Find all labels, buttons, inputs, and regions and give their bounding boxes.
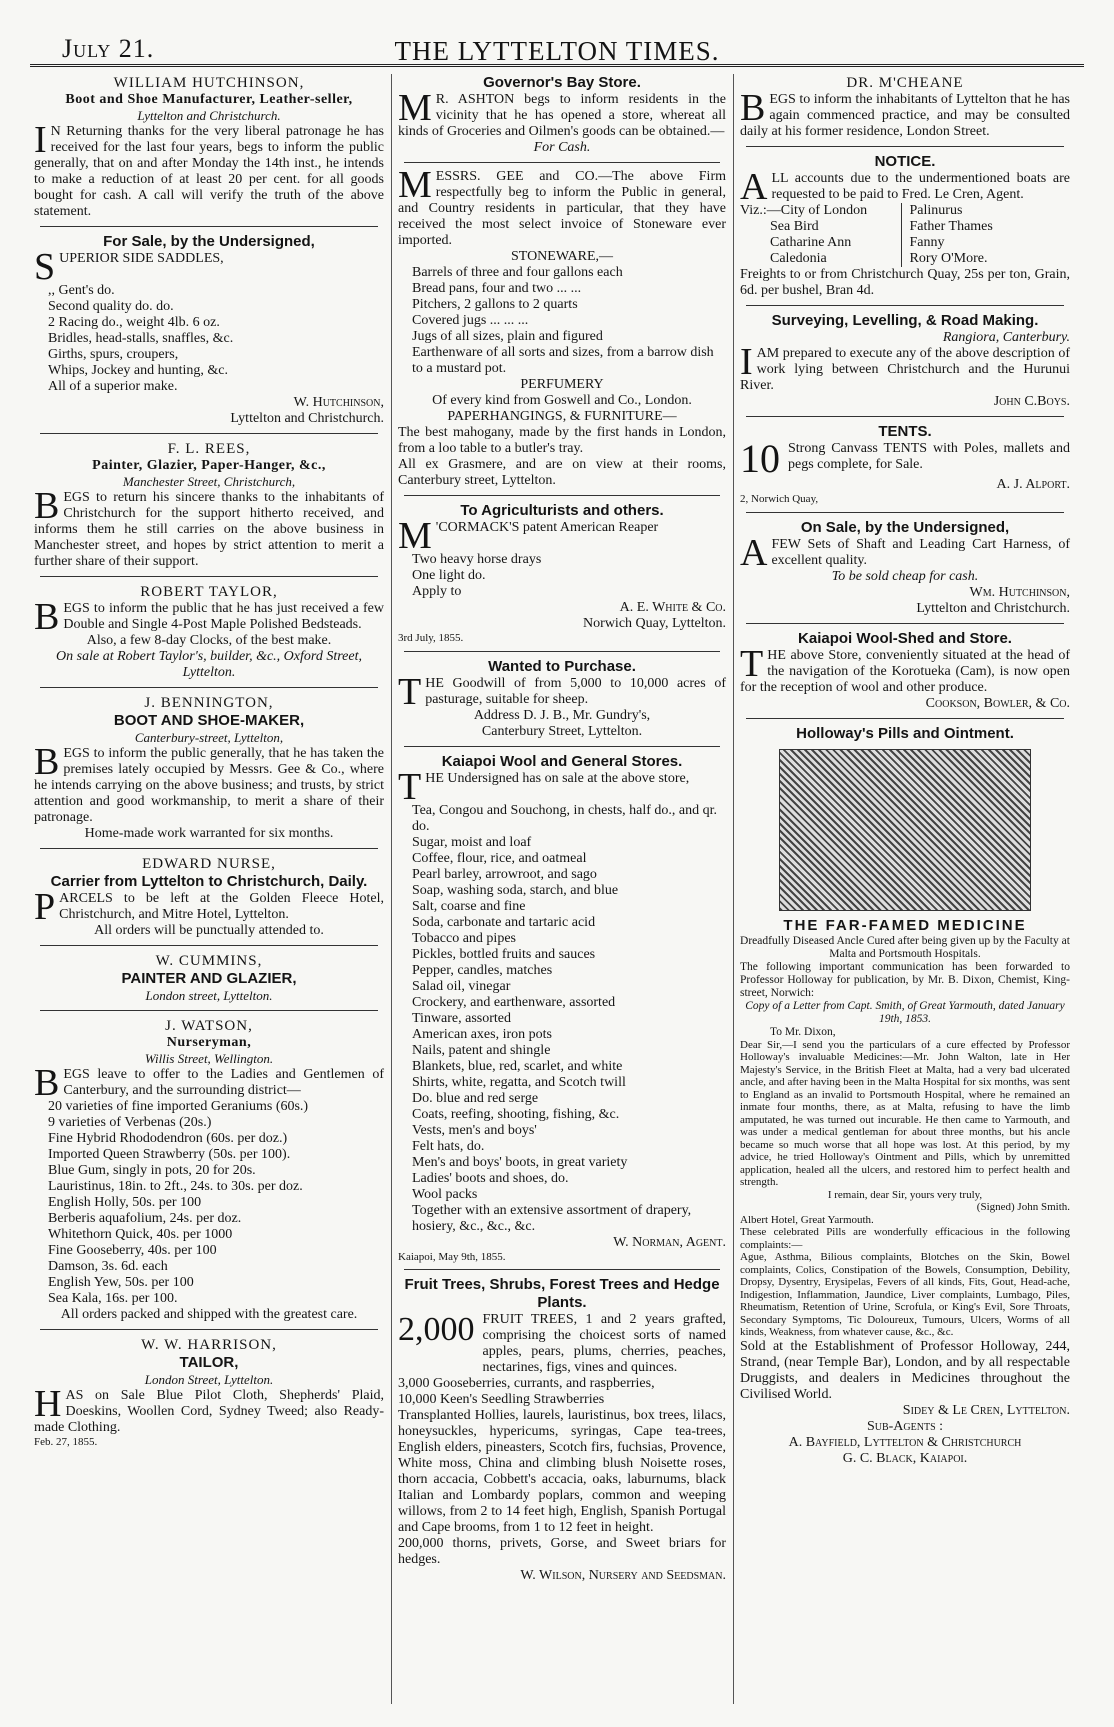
ad-text: R. ASHTON begs to inform residents in the vicinity that he has opened a store, whereat all kinds of Groceries and Oilmen's goods can be obtained.— [398,92,726,139]
column-2 [398,74,726,1588]
list-item: Shirts, white, regatta, and Scotch twill [412,1074,626,1090]
drop-cap: B [34,485,60,527]
boat-list [740,203,1070,267]
drop-cap: M [398,164,432,206]
ad-text: Also, a few 8-day Clocks, of the best make. [86,633,332,648]
divider [746,146,1064,147]
ad-body [34,596,384,638]
ad-date: 3rd July, 1855. [398,632,464,644]
list-item: Tinware, assorted [412,1010,512,1026]
divider [404,162,720,163]
list-item: ,, Gent's do. [48,283,115,298]
ad-text: ARCELS to be left at the Golden Fleece Hotel, Christchurch, and Mitre Hotel, Lyttelton. [59,891,384,922]
ad-body [398,87,726,140]
ad-text: To Mr. Dixon, [770,1025,836,1038]
ad-watson [34,1017,384,1323]
ad-heading: To Agriculturists and others. [460,502,664,519]
ad-heading: Kaiapoi Wool and General Stores. [441,752,683,770]
list-item: Viz.:—City of London [740,203,868,218]
list-item: Sea Kala, 16s. per 100. [48,1291,178,1306]
ad-text: 10,000 Keen's Seedling Strawberries [398,1392,605,1407]
ad-body [740,87,1070,140]
ad-heading: Fruit Trees, Shrubs, Forest Trees and Hedge Plants. [404,1276,720,1311]
list-item: Blankets, blue, red, scarlet, and white [412,1058,623,1074]
list-item: Crockery, and earthenware, assorted [412,994,616,1010]
ad-heading: WILLIAM HUTCHINSON, [113,75,305,91]
ad-text: 200,000 thorns, privets, Gorse, and Sweet briars for hedges. [398,1536,726,1567]
ad-signature: Sidey & Le Cren, Lyttelton. [902,1402,1070,1418]
list-item: Bridles, head-stalls, snaffles, &c. [48,331,234,346]
ad-heading: TENTS. [878,423,932,440]
drop-cap: B [34,741,60,783]
ad-body [398,765,726,808]
drop-cap: T [398,765,422,808]
ad-kaiapoi-stores [398,753,726,1264]
ad-heading: F. L. REES, [167,441,251,457]
divider [40,226,378,227]
ad-text: All ex Grasmere, and are on view at their rooms, Canterbury street, Lyttelton. [398,457,726,488]
list-item: Pepper, candles, matches [412,962,553,978]
ad-surveying [740,312,1070,410]
list-item: Fine Gooseberry, 40s. per 100 [48,1243,217,1258]
list-item: Rory O'More. [909,251,988,266]
ad-nurse [34,855,384,939]
list-item: Salt, coarse and fine [412,898,526,914]
divider [40,848,378,849]
list-item: Father Thames [909,219,993,234]
ad-body [740,642,1070,696]
large-number: 2,000 [398,1311,475,1348]
column-3 [740,74,1070,1471]
drop-cap: M [398,87,432,129]
list-item: Catharine Ann [770,235,852,250]
list-item: Men's and boys' boots, in great variety [412,1154,628,1170]
drop-cap: M [398,515,432,557]
ad-body [34,485,384,570]
ad-text: A. Bayfield, Lyttelton & Christchurch [788,1434,1022,1450]
list-item: Jugs of all sizes, plain and figured [412,329,603,344]
ad-cummins [34,952,384,1004]
ad-heading: On Sale, by the Undersigned, [800,518,1010,536]
ad-heading: NOTICE. [874,153,936,170]
list-item: Together with an extensive assortment of drapery, hosiery, &c., &c., &c. [412,1202,692,1234]
drop-cap: S [34,246,56,288]
engraving-illustration [779,749,1031,911]
ad-body [740,531,1070,574]
ad-signature-place: Lyttelton and Christchurch. [230,411,384,426]
ad-subheading: STONEWARE,— [510,249,614,264]
ad-location: Willis Street, Wellington. [144,1051,274,1066]
list-item: One light do. [412,568,486,583]
ad-text: Home-made work warranted for six months. [84,826,334,841]
drop-cap: P [34,886,56,928]
list-item: Sea Bird [770,219,819,234]
large-number: 10 [740,436,780,481]
list-item: Coats, reefing, shooting, fishing, &c. [412,1106,620,1122]
ad-notice [740,153,1070,299]
ad-text: Sold at the Establishment of Professor Holloway, 244, Strand, (near Temple Bar), London, and by all respectable Druggists, and dealers in Medicines throughout the Civilised World. [740,1338,1070,1402]
list-item: Fine Hybrid Rhododendron (60s. per doz.) [48,1131,288,1146]
ad-heading: Wanted to Purchase. [488,657,636,675]
ad-heading: Governor's Bay Store. [483,74,641,91]
divider [40,433,378,434]
list-item: Two heavy horse drays [412,552,542,567]
ad-text: These celebrated Pills are wonderfully efficacious in the following complaints:— [740,1226,1070,1251]
ad-text: 'CORMACK'S patent American Reaper [435,520,659,535]
ad-date: Feb. 27, 1855. [34,1436,98,1448]
list-item: Tobacco and pipes [412,930,516,946]
ad-text: Canterbury Street, Lyttelton. [481,723,643,739]
divider [404,746,720,747]
list-item: Tea, Congou and Souchong, in chests, half do., and qr. do. [412,802,718,834]
ad-governors-bay [398,74,726,156]
list-item: Girths, spurs, croupers, [48,347,179,362]
ad-rees [34,440,384,570]
ad-heading: Kaiapoi Wool-Shed and Store. [798,629,1012,647]
list-item: Whips, Jockey and hunting, &c. [48,363,229,378]
list-item: Imported Queen Strawberry (50s. per 100). [48,1147,291,1162]
ad-subheading: THE FAR-FAMED MEDICINE [783,916,1027,934]
ad-address: 2, Norwich Quay, [740,493,819,505]
ad-text: To be sold cheap for cash. [831,568,979,584]
ad-wool-shed [740,630,1070,712]
ad-harrison [34,1336,384,1449]
column-rule [733,74,734,1704]
ad-mcheane [740,74,1070,140]
divider [40,1329,378,1330]
list-item: Bread pans, four and two ... ... [412,281,582,296]
ad-text: FRUIT TREES, 1 and 2 years grafted, comprising the choicest sorts of named apples, pears, plums, cherries, peaches, nectarines, figs, vines and quinces. [482,1312,726,1375]
list-item: Damson, 3s. 6d. each [48,1259,168,1274]
ad-text: The following important communication has been forwarded to Professor Holloway for publication, by Mr. B. Dixon, Chemist, King-street, Norwich: [740,960,1070,999]
ad-hutchinson [34,74,384,220]
divider [40,576,378,577]
ad-body [34,1062,384,1104]
ad-text: EGS leave to offer to the Ladies and Gentlemen of Canterbury, and the surrounding district— [63,1067,384,1098]
ad-text: LL accounts due to the undermentioned boats are requested to be paid to Fred. Le Cren, Agent. [771,171,1070,202]
ad-text: HE above Store, conveniently situated at the head of the navigation of the Korotueka (Cam), is now open for the reception of wool and other produce. [740,647,1070,695]
ad-saddles [34,233,384,427]
list-item: 2 Racing do., weight 4lb. 6 oz. [48,315,220,330]
ad-body [398,515,726,557]
ad-subheading: PERFUMERY [520,377,604,392]
ad-location: London Street, Lyttelton. [144,1372,274,1387]
ad-subheading: Sub-Agents : [866,1418,944,1434]
list-item: American axes, iron pots [412,1026,552,1042]
list-item: Pitchers, 2 gallons to 2 quarts [412,297,578,312]
ad-location: Manchester Street, Christchurch, [122,474,296,489]
ad-location: London street, Lyttelton. [145,988,273,1003]
ad-body [740,166,1070,208]
ad-wanted [398,658,726,740]
drop-cap: B [34,596,60,638]
ad-text: FEW Sets of Shaft and Leading Cart Harness, of excellent quality. [771,536,1070,568]
ad-text: On sale at Robert Taylor's, builder, &c., Oxford Street, Lyttelton. [56,649,362,680]
ad-fruit-trees [398,1276,726,1584]
drop-cap: I [34,119,47,161]
ad-signature: (Signed) John Smith. [976,1201,1070,1213]
ad-location: Lyttelton and Christchurch. [137,108,281,123]
ad-signature: Wm. Hutchinson, [969,584,1070,600]
ad-body [740,341,1070,394]
ad-text: Address D. J. B., Mr. Gundry's, [473,707,651,723]
ad-heading: Surveying, Levelling, & Road Making. [771,312,1039,329]
list-item: Berberis aquafolium, 24s. per doz. [48,1211,242,1226]
ad-text: All orders packed and shipped with the greatest care. [60,1307,358,1322]
ad-heading: J. WATSON, [165,1018,253,1034]
list-item: Felt hats, do. [412,1138,485,1154]
divider [404,495,720,496]
list-item: 20 varieties of fine imported Geraniums (60s.) [48,1099,309,1114]
divider [40,1010,378,1011]
ad-text: HE Goodwill of from 5,000 to 10,000 acres of pasturage, suitable for sheep. [425,675,726,707]
ad-signature-place: Lyttelton and Christchurch. [916,600,1070,616]
drop-cap: A [740,166,768,208]
ad-subheading: Boot and Shoe Manufacturer, Leather-seller, [65,92,353,107]
ad-text: For Cash. [533,140,591,155]
list-item: Vests, men's and boys' [412,1122,537,1138]
list-item: Earthenware of all sorts and sizes, from a barrow dish to a mustard pot. [412,345,714,376]
list-item: Ladies' boots and shoes, do. [412,1170,569,1186]
ad-text: Freights to or from Christchurch Quay, 25s per ton, Grain, 6d. per bushel, Bran 4d. [740,267,1070,298]
divider [746,512,1064,513]
ad-body [34,886,384,928]
ad-location: Rangiora, Canterbury. [942,330,1070,345]
divider [746,305,1064,306]
ad-heading: W. CUMMINS, [155,953,263,969]
ad-agriculturists [398,502,726,645]
ad-heading: Holloway's Pills and Ointment. [796,724,1014,742]
ad-text: Transplanted Hollies, laurels, lauristinus, box trees, lilacs, honeysuckles, hypericums, syringas, Cape tea-trees, English elders, pineasters, Scotch firs, fuchsias, Provence, White moss, China and climbing blush Noisette roses, thorn accacia, Cobbett's accacia, oaks, laburnums, black Italian and Lombardy poplars, common and weeping willows, from 2 to 14 feet high, English, Spanish Portugal and Cape brooms, from 1 to 12 feet in height. [398,1408,726,1535]
divider [746,623,1064,624]
drop-cap: I [740,341,753,383]
list-item: Wool packs [412,1186,478,1202]
ad-body [34,1383,384,1436]
list-item: Lauristinus, 18in. to 2ft., 24s. to 30s. per doz. [48,1179,303,1194]
masthead [30,30,1084,67]
list-item: Palinurus [909,203,963,218]
ad-subheading: PAPERHANGINGS, & FURNITURE— [447,409,677,424]
list-item: Pickles, bottled fruits and sauces [412,946,596,962]
divider [746,718,1064,719]
ad-text: EGS to inform the public generally, that he has taken the premises lately occupied by Messrs. Gee & Co., where he intends carrying on the above business; and trusts, by strict attention and good workmanship, to merit a share of their patronage. [34,746,384,825]
ad-text: Of every kind from Goswell and Co., London. [432,393,692,408]
list-item: Second quality do. do. [48,299,174,314]
ad-heading: J. BENNINGTON, [144,695,274,711]
list-item: Whitethorn Quick, 40s. per 1000 [48,1227,233,1242]
ad-location: Canterbury-street, Lyttelton, [134,730,284,745]
column-1 [34,74,384,1453]
ad-text: Albert Hotel, Great Yarmouth. [740,1213,874,1226]
list-item: Fanny [909,235,945,250]
ad-signature: Cookson, Bowler, & Co. [925,695,1070,711]
list-item: Nails, patent and shingle [412,1042,551,1058]
drop-cap: T [740,642,764,685]
ad-text: 3,000 Gooseberries, currants, and raspberries, [398,1376,655,1391]
ad-text: N Returning thanks for the very liberal patronage he has received for the last four years, begs to inform the public generally, that on and after Monday the 14th inst., he intends to make a reduction of at least 20 per cent. for all goods bought for cash. A call will verify the truth of the above statement. [34,124,384,219]
ad-body [398,670,726,713]
column-rule [391,74,392,1704]
list-item: 9 varieties of Verbenas (20s.) [48,1115,212,1130]
ad-text: EGS to inform the public that he has just received a few Double and Single 4-Post Maple Polished Bedsteads. [63,601,384,632]
ad-signature: W. Norman, Agent. [613,1234,726,1250]
ad-text: EGS to inform the inhabitants of Lyttelton that he has again commenced practice, and may be consulted daily at his former residence, London Street. [740,92,1070,139]
ad-subheading: BOOT AND SHOE-MAKER, [113,712,305,729]
ad-signature: A. E. White & Co. [619,600,726,615]
ad-text: The best mahogany, made by the first hands in London, from a loo table to a butler's tray. [398,425,726,456]
ad-body [34,741,384,826]
list-item: Pearl barley, arrowroot, and sago [412,866,597,882]
ad-subheading: Painter, Glazier, Paper-Hanger, &c., [92,458,326,473]
ad-heading: DR. M'CHEANE [846,75,964,91]
list-item: Caledonia [770,251,827,266]
divider [40,687,378,688]
list-item: English Yew, 50s. per 100 [48,1275,194,1290]
ad-date: Kaiapoi, May 9th, 1855. [398,1250,506,1263]
ad-text: Copy of a Letter from Capt. Smith, of Great Yarmouth, dated January 19th, 1853. [745,999,1065,1025]
list-item: Coffee, flour, rice, and oatmeal [412,850,587,866]
ad-signature: A. J. Alport. [996,477,1070,492]
list-item: Blue Gum, singly in pots, 20 for 20s. [48,1163,256,1178]
ad-heading: W. W. HARRISON, [141,1337,277,1353]
ad-text: ESSRS. GEE and CO.—The above Firm respectfully beg to inform the Public in general, and Country residents in particular, that they have received the most select invoice of Stoneware ever imported. [398,169,726,248]
ad-holloway [740,725,1070,1467]
ad-heading: ROBERT TAYLOR, [140,584,278,600]
drop-cap: T [398,670,422,713]
divider [40,945,378,946]
newspaper-title: THE LYTTELTON TIMES. [394,36,720,66]
list-item: Covered jugs ... ... ... [412,313,529,328]
ad-heading: EDWARD NURSE, [142,856,276,872]
ad-text: Ague, Asthma, Bilious complaints, Blotches on the Skin, Bowel complaints, Colics, Constipation of the Bowels, Consumption, Debility, Dropsy, Dysentry, Erysipelas, Fevers of all kinds, Fits, Gout, Head-ache, Indigestion, Inflammation, Jaundice, Liver complaints, Lumbago, Piles, Rheumatism, Retention of Urine, Scrofula, or King's Evil, Sore Throats, Secondary Symptoms, Tic Doloureux, Tumours, Ulcers, Worms of all kinds, Weakness, from whatever cause, &c., &c. [740,1251,1070,1338]
ad-text: UPERIOR SIDE SADDLES, [59,251,224,266]
ad-subheading: Nurseryman, [166,1035,252,1050]
ad-text: AM prepared to execute any of the above description of work lying between Christchurch and the Hurunui River. [740,346,1070,393]
ad-text: AS on Sale Blue Pilot Cloth, Shepherds' Plaid, Doeskins, Woollen Cord, Sydney Tweed; also Ready-made Clothing. [34,1388,384,1435]
drop-cap: H [34,1383,62,1425]
ad-signature: W. Hutchinson, [293,395,384,410]
list-item: Sugar, moist and loaf [412,834,532,850]
ad-text: Dreadfully Diseased Ancle Cured after being given up by the Faculty at Malta and Portsmouth Hospitals. [740,934,1070,960]
ad-bennington [34,694,384,842]
ad-subheading: PAINTER AND GLAZIER, [121,970,297,987]
ad-text: I remain, dear Sir, yours very truly, [827,1188,983,1201]
ad-tents [740,423,1070,506]
ad-subheading: TAILOR, [179,1354,239,1371]
ad-heading: For Sale, by the Undersigned, [103,233,315,250]
list-item: Soda, carbonate and tartaric acid [412,914,596,930]
ad-body [34,246,384,288]
divider [746,416,1064,417]
list-item: Soap, washing soda, starch, and blue [412,882,619,898]
ad-text: Dear Sir,—I send you the particulars of a cure effected by Professor Holloway's invaluable Medicines:—Mr. John Walton, late in Her Majesty's Service, in the British Fleet at Malta, had a very bad ulcerated ancle, and after having been in the Malta Hospital for six months, was sent to England as an invalid to Portsmouth Hospital, where he remained an inmate four months, there, as at Malta, refusing to have the limb amputated, he was turned out incurable. He then came to Yarmouth, and was under a medical gentleman for about three months, but his ancle became so much worse that all hope was lost. At this period, by my advice, he tried Holloway's Ointment and Pills, which by unremitted application, healed all the ulcers, and restored him to perfect health and strength. [740,1038,1070,1188]
ad-text: All orders will be punctually attended to. [94,923,324,938]
ad-signature: John C.Boys. [993,394,1070,409]
ad-text: Strong Canvass TENTS with Poles, mallets and pegs complete, for Sale. [788,441,1070,472]
ad-body [398,164,726,249]
ad-signature: W. Wilson, Nursery and Seedsman. [520,1568,726,1583]
list-item: All of a superior make. [48,379,178,394]
ad-text: HE Undersigned has on sale at the above store, [425,770,690,786]
ad-signature-place: Norwich Quay, Lyttelton. [583,616,726,631]
ad-text: EGS to return his sincere thanks to the inhabitants of Christchurch for the support hitherto received, and informs them he still carries on the above business in Manchester street, and hopes by strict attention to merit a further share of their support. [34,490,384,569]
ad-body [34,119,384,220]
ad-harness [740,519,1070,617]
ad-gee [398,164,726,489]
list-item: Barrels of three and four gallons each [412,265,623,280]
list-item: Salad oil, vinegar [412,978,511,994]
list-item: English Holly, 50s. per 100 [48,1195,202,1210]
divider [404,1269,720,1270]
list-item: Do. blue and red serge [412,1090,539,1106]
ad-subheading: Carrier from Lyttelton to Christchurch, Daily. [50,873,368,890]
list-item: Apply to [412,584,462,599]
ad-taylor [34,583,384,681]
drop-cap: B [34,1062,60,1104]
drop-cap: B [740,87,766,129]
drop-cap: A [740,531,768,574]
ad-text: G. C. Black, Kaiapoi. [842,1450,968,1466]
issue-date: July 21. [62,34,155,63]
divider [404,651,720,652]
